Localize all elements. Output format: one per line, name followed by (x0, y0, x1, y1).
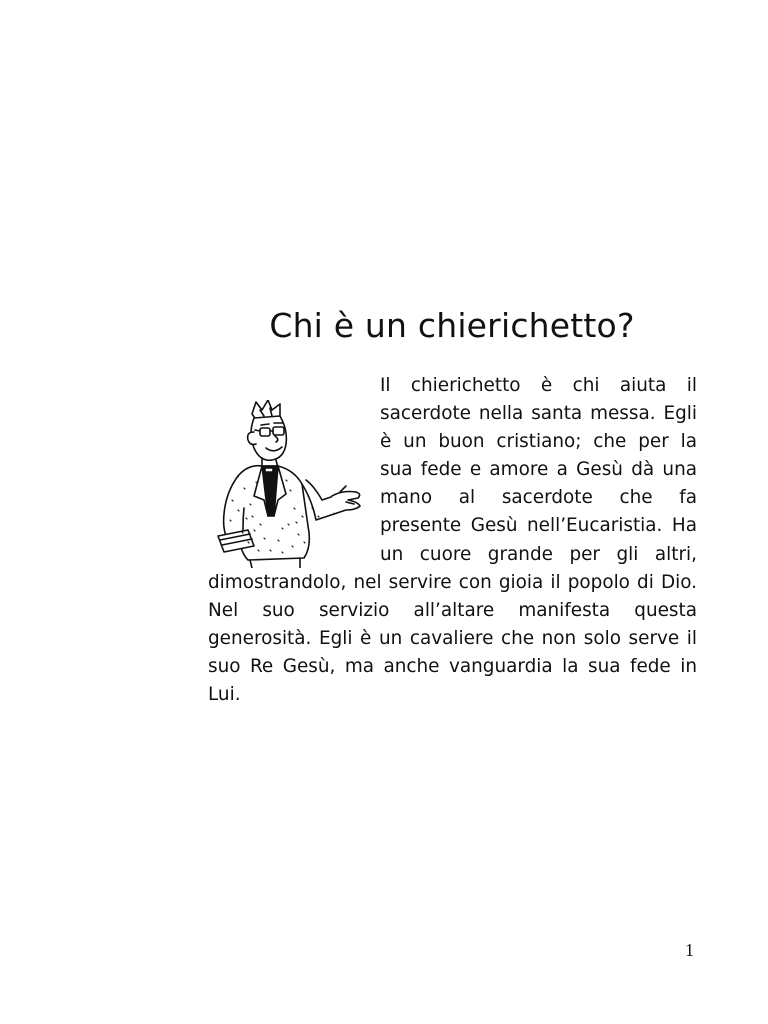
priest-cartoon-icon (208, 400, 380, 568)
body-paragraph (208, 372, 697, 709)
page-title: Chi è un chierichetto? (269, 306, 635, 345)
page-number: 1 (685, 940, 694, 960)
paragraph-text: Il chierichetto è chi aiuta il sacerdote nella santa messa. Egli è un buon cristiano; che per la sua fede e amore a Gesù dà una mano al sacerdote che fa presente Gesù nell’Eucaristia. Ha un cuore grande per gli altri, dimostrandolo, nel servire con gioia il popolo di Dio. Nel suo servizio all’altare manifesta questa generosità. Egli è un cavaliere che non solo serve il suo Re Gesù, ma anche vanguardia la sua fede in Lui. (208, 375, 697, 706)
